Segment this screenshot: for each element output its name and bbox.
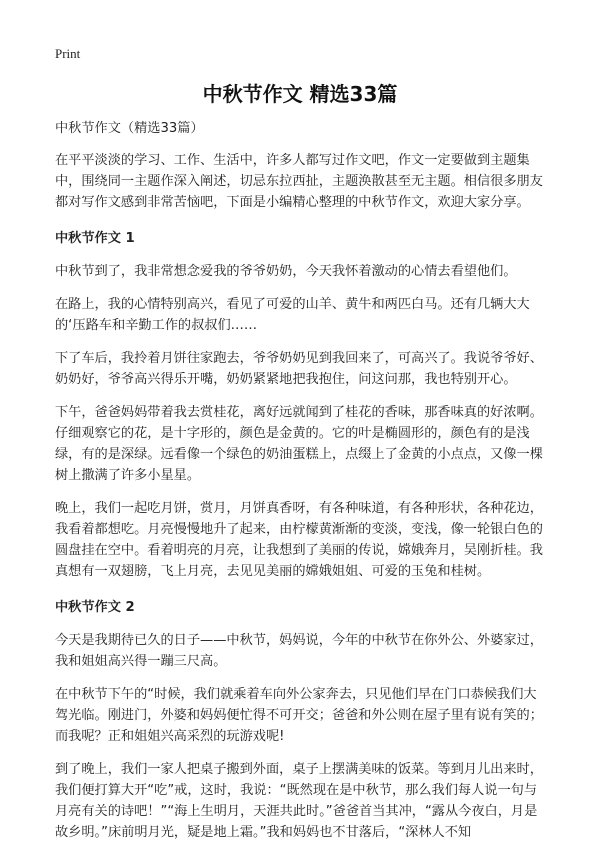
intro-paragraph: 在平平淡淡的学习、工作、生活中，许多人都写过作文吧，作文一定要做到主题集中，围绕同一主题作深入阐述，切忌东拉西扯，主题涣散甚至无主题。相信很多朋友都对写作文感到非常苦恼吧，下面是小编精心整理的中秋节作文，欢迎大家分享。 (55, 153, 543, 210)
paragraph: 在路上，我的心情特别高兴，看见了可爱的山羊、黄牛和两匹白马。还有几辆大大的‘压路车和辛勤工作的叔叔们…… (55, 297, 530, 333)
print-link[interactable]: Print (55, 46, 81, 61)
paragraph: 晚上，我们一起吃月饼，赏月，月饼真香呀，有各种味道，有各种形状，各种花边，我看着都想吃。月亮慢慢地升了起来，由柠檬黄渐渐的变淡，变浅，像一轮银白色的圆盘挂在空中。看着明亮的月亮，让我想到了美丽的传说，嫦娥奔月，吴刚折桂。我真想有一双翅膀，飞上月亮，去见见美丽的嫦娥姐姐、可爱的玉兔和桂树。 (55, 501, 543, 579)
article-body (55, 118, 545, 855)
paragraph: 到了晚上，我们一家人把桌子搬到外面，桌子上摆满美味的饭菜。等到月儿出来时，我们便打算大开“吃”戒，这时，我说：“既然现在是中秋节，那么我们每人说一句与月亮有关的诗吧！”“海上生明月，天涯共此时。”爸爸首当其冲，“露从今夜白，月是故乡明。”床前明月光，疑是地上霜。”我和妈妈也不甘落后，“深林人不知 (55, 762, 543, 840)
paragraph: 下午，爸爸妈妈带着我去赏桂花，离好远就闻到了桂花的香味，那香味真的好浓啊。仔细观察它的花，是十字形的，颜色是金黄的。它的叶是椭圆形的，颜色有的是浅绿，有的是深绿。远看像一个绿色的奶油蛋糕上，点缀上了金黄的小点点，又像一棵树上撒满了许多小星星。 (55, 405, 543, 483)
paragraph: 中秋节到了，我非常想念爱我的爷爷奶奶，今天我怀着激动的心情去看望他们。 (55, 264, 517, 279)
section-heading: 中秋节作文 2 (55, 600, 135, 615)
paragraph: 今天是我期待已久的日子——中秋节，妈妈说，今年的中秋节在你外公、外婆家过，我和姐姐高兴得一蹦三尺高。 (55, 633, 543, 669)
paragraph: 下了车后，我拎着月饼往家跑去，爷爷奶奶见到我回来了，可高兴了。我说爷爷好、奶奶好，爷爷高兴得乐开嘴，奶奶紧紧地把我抱住，问这问那，我也特别开心。 (55, 351, 543, 387)
paragraph: 在中秋节下午的“时候，我们就乘着车向外公家奔去，只见他们早在门口恭候我们大驾光临。刚进门，外婆和妈妈便忙得不可开交；爸爸和外公则在屋子里有说有笑的；而我呢？正和姐姐兴高采烈的玩游戏呢! (55, 687, 543, 744)
article-subtitle: 中秋节作文（精选33篇） (55, 121, 204, 136)
section-heading: 中秋节作文 1 (55, 231, 135, 246)
page-title: 中秋节作文 精选33篇 (202, 82, 398, 106)
